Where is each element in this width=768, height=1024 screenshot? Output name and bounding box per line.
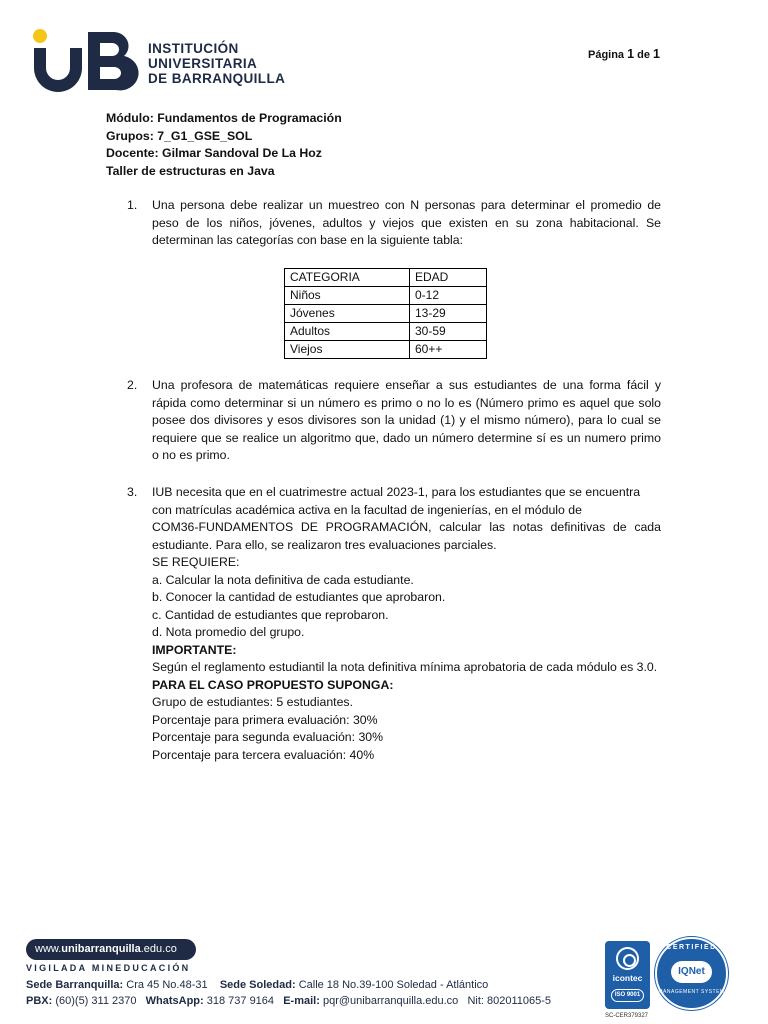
iqnet-certified: CERTIFIED <box>666 944 717 951</box>
website-link[interactable] <box>26 939 196 960</box>
university-logo <box>30 26 310 96</box>
vigilada-label: VIGILADA MINEDUCACIÓN <box>26 963 191 973</box>
case-label: PARA EL CASO PROPUESTO SUPONGA: <box>152 677 394 692</box>
requirement-item: a. Calcular la nota definitiva de cada estudiante. <box>152 572 414 587</box>
sede2-label: Sede Soledad: <box>219 979 296 991</box>
table-cell: Adultos <box>285 322 410 340</box>
table-row <box>285 304 487 322</box>
iqnet-management: MANAGEMENT SYSTEM <box>658 989 725 995</box>
website-domain: unibarranquilla <box>61 943 141 955</box>
institution-line: INSTITUCIÓN <box>148 41 239 56</box>
pbx-label: PBX: <box>26 995 53 1007</box>
page-current: 1 <box>627 47 635 61</box>
iqnet-badge <box>655 937 728 1010</box>
table-cell: Jóvenes <box>285 304 410 322</box>
question-text-line: COM36-FUNDAMENTOS DE PROGRAMACIÓN, calcular las notas definitivas de cada estudiante. Para ello, se realizaron tres evaluaciones parciales. <box>152 520 661 552</box>
workshop-title: Taller de estructuras en Java <box>106 163 275 178</box>
sede1-value: Cra 45 No.48-31 <box>126 979 208 991</box>
question-text: Una persona debe realizar un muestreo con N personas para determinar el promedio de peso de los niños, jóvenes, adultos y viejos que existen en su zona habitacional. Se determinan las categorías con base en la siguiente tabla: <box>152 198 661 247</box>
page-of: de <box>637 49 650 61</box>
teacher-line: Docente: Gilmar Sandoval De La Hoz <box>106 146 322 160</box>
requirement-item: b. Conocer la cantidad de estudiantes que aprobaron. <box>152 590 446 604</box>
question-text-line: IUB necesita que en el cuatrimestre actual 2023-1, para los estudiantes que se encuentra <box>152 485 641 499</box>
question-3 <box>127 484 661 764</box>
table-header-cell: CATEGORIA <box>285 268 410 286</box>
campus-addresses <box>26 979 488 991</box>
table-row <box>285 286 487 304</box>
page-total: 1 <box>653 47 660 61</box>
table-header-row <box>285 268 487 286</box>
requires-label: SE REQUIERE: <box>152 555 240 569</box>
case-line: Porcentaje para tercera evaluación: 40% <box>152 747 375 762</box>
institution-name <box>148 41 285 86</box>
icontec-badge <box>605 941 650 1009</box>
requirement-item: c. Cantidad de estudiantes que reprobaron. <box>152 607 389 622</box>
iub-logo-mark-icon <box>30 26 142 96</box>
important-text: Según el reglamento estudiantil la nota definitiva mínima aprobatoria de cada módulo es 3.0. <box>152 660 658 674</box>
icontec-seal-icon <box>616 947 639 970</box>
whatsapp-value: 318 737 9164 <box>206 995 275 1007</box>
whatsapp-label: WhatsApp: <box>145 995 204 1007</box>
question-number: 2. <box>127 378 138 392</box>
question-list <box>127 197 661 764</box>
icontec-name: icontec <box>612 973 643 983</box>
module-line: Módulo: Fundamentos de Programación <box>106 111 342 125</box>
case-line: Porcentaje para primera evaluación: 30% <box>152 712 378 727</box>
important-label: IMPORTANTE: <box>152 642 237 657</box>
table-cell: Viejos <box>285 340 410 358</box>
question-2 <box>127 377 661 484</box>
case-line: Porcentaje para segunda evaluación: 30% <box>152 730 384 744</box>
email-label: E-mail: <box>283 995 320 1007</box>
question-number: 1. <box>127 198 138 212</box>
pbx-value: (60)(5) 311 2370 <box>55 995 137 1007</box>
institution-line: UNIVERSITARIA <box>148 56 258 71</box>
table-header-cell: EDAD <box>410 268 487 286</box>
table-cell: Niños <box>285 286 410 304</box>
table-cell: 0-12 <box>410 286 487 304</box>
iqnet-name: IQNet <box>671 961 712 983</box>
requirement-item: d. Nota promedio del grupo. <box>152 625 305 639</box>
page-number <box>588 47 660 61</box>
table-cell: 13-29 <box>410 304 487 322</box>
nit-value: Nit: 802011065-5 <box>467 995 552 1007</box>
question-1 <box>127 197 661 377</box>
page-label: Página <box>587 49 625 61</box>
email-link[interactable]: pqr@unibarranquilla.edu.co <box>322 995 459 1007</box>
question-text-line: con matrículas académica activa en la facultad de ingenierías, en el módulo de <box>152 502 582 517</box>
document-meta <box>106 110 342 180</box>
table-cell: 30-59 <box>410 322 487 340</box>
table-row <box>285 322 487 340</box>
institution-line: DE BARRANQUILLA <box>148 71 286 86</box>
question-text: Una profesora de matemáticas requiere enseñar a sus estudiantes de una forma fácil y rápida como determinar si un número es primo o no lo es (Número primo es aquel que solo posee dos divisores y esos divisores son la unidad (1) y el mismo número), para lo cual se requiere que se realice un algoritmo que, dado un número determine sí es un numero primo o no es primo. <box>152 378 661 462</box>
sede1-label: Sede Barranquilla: <box>26 979 124 991</box>
website-prefix: www. <box>35 943 62 955</box>
iso-label: ISO 9001 <box>611 989 644 1002</box>
category-table <box>284 268 487 359</box>
contact-line <box>26 995 551 1007</box>
table-cell: 60++ <box>410 340 487 358</box>
case-line: Grupo de estudiantes: 5 estudiantes. <box>152 695 353 709</box>
sede2-value: Calle 18 No.39-100 Soledad - Atlántico <box>298 979 489 991</box>
table-row <box>285 340 487 358</box>
certificate-code: SC-CER379327 <box>605 1013 649 1019</box>
question-number: 3. <box>127 485 138 499</box>
website-suffix: .edu.co <box>140 943 177 955</box>
groups-line: Grupos: 7_G1_GSE_SOL <box>106 128 253 143</box>
